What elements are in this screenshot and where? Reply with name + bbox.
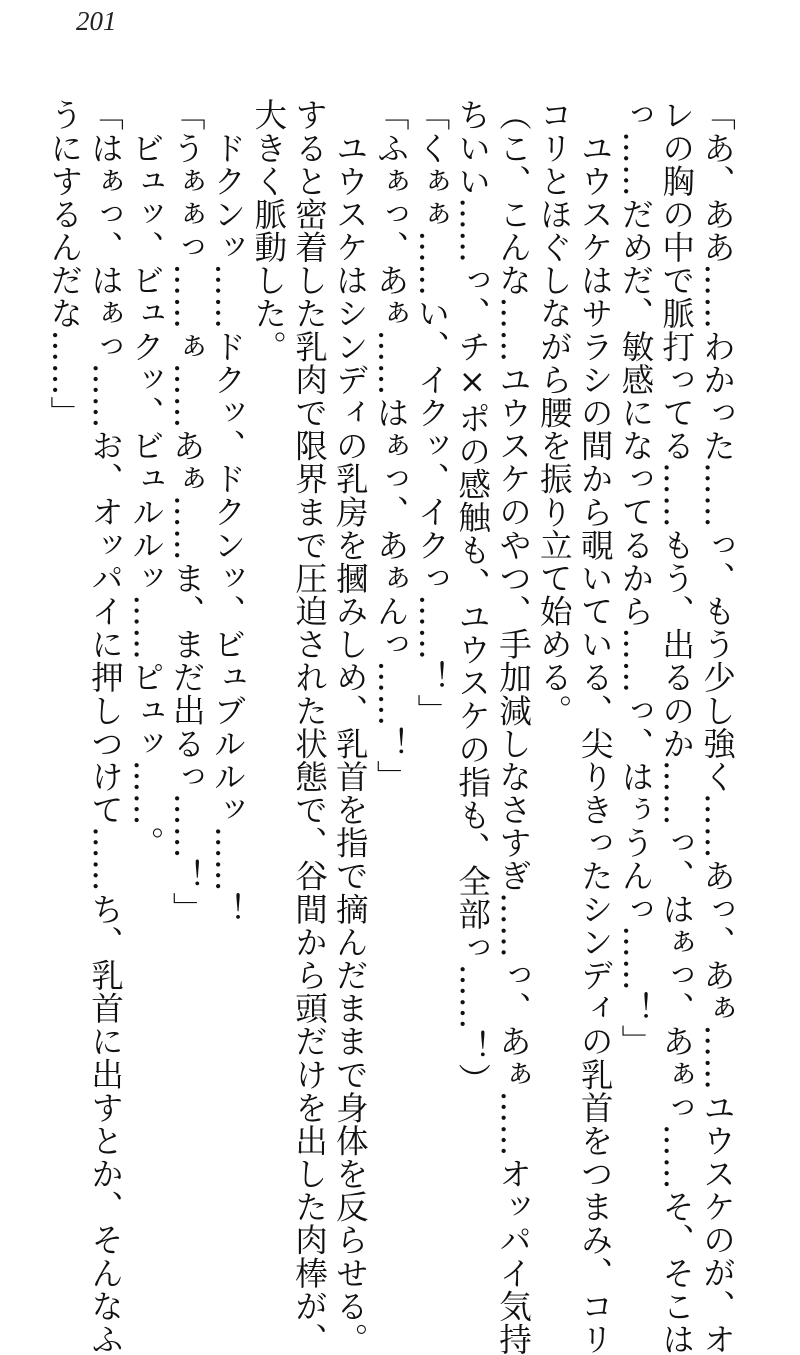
text-line: 「くぁぁ……い、イクッ、イクっ……！」 <box>412 98 451 727</box>
text-line: 「うぁぁっ……ぁ……あぁ……ま、まだ出るっ……！」 <box>167 98 206 926</box>
text-line: ドクンッ……ドクッ、ドクンッ、ビュブルルッ……！ <box>208 98 247 926</box>
text-line: コリとほぐしながら腰を振り立て始める。 <box>534 98 573 727</box>
text-line: 「ふぁっ、あぁ……はぁっ、あぁんっ……！」 <box>371 98 410 793</box>
text-line: ビュッ、ビュクッ、ビュルルッ……ピュッ……。 <box>126 98 165 860</box>
text-line: 「あ、ああ……わかった……っ、もう少し強く……あっ、あぁ……ユウスケのが、オ <box>698 98 736 1355</box>
page-number: 201 <box>76 6 117 36</box>
text-line: ちいい……っ、チ×ポの感触も、ユウスケの指も、全部っ……！） <box>453 98 492 1097</box>
text-line: すると密着した乳肉で限界まで圧迫された状態で、谷間から頭だけを出した肉棒が、 <box>290 98 329 1355</box>
text-line: ユウスケはサラシの間から覗いている、尖りきったシンディの乳首をつまみ、コリ <box>575 98 614 1355</box>
text-line: レの胸の中で脈打ってる……もう、出るのか……っ、はぁっ、あぁっ……そ、そこは <box>657 98 696 1355</box>
novel-text-column-block <box>43 98 737 1355</box>
text-line: うにするんだな……」 <box>45 98 84 429</box>
text-line: ユウスケはシンディの乳房を摑みしめ、乳首を指で摘んだままで身体を反らせる。 <box>330 98 369 1355</box>
text-line: 「はぁっ、はぁっ……お、オッパイに押しつけて……ち、乳首に出すとか、そんなふ <box>86 98 125 1355</box>
text-line: っ……だめだ、敏感になってるから……っ、はぅうんっ……！」 <box>616 98 655 1058</box>
text-line: （こ、こんな……ユウスケのやつ、手加減しなさすぎ……っ、あぁ……オッパイ気持 <box>494 98 533 1355</box>
text-line: 大きく脈動した。 <box>249 98 288 363</box>
